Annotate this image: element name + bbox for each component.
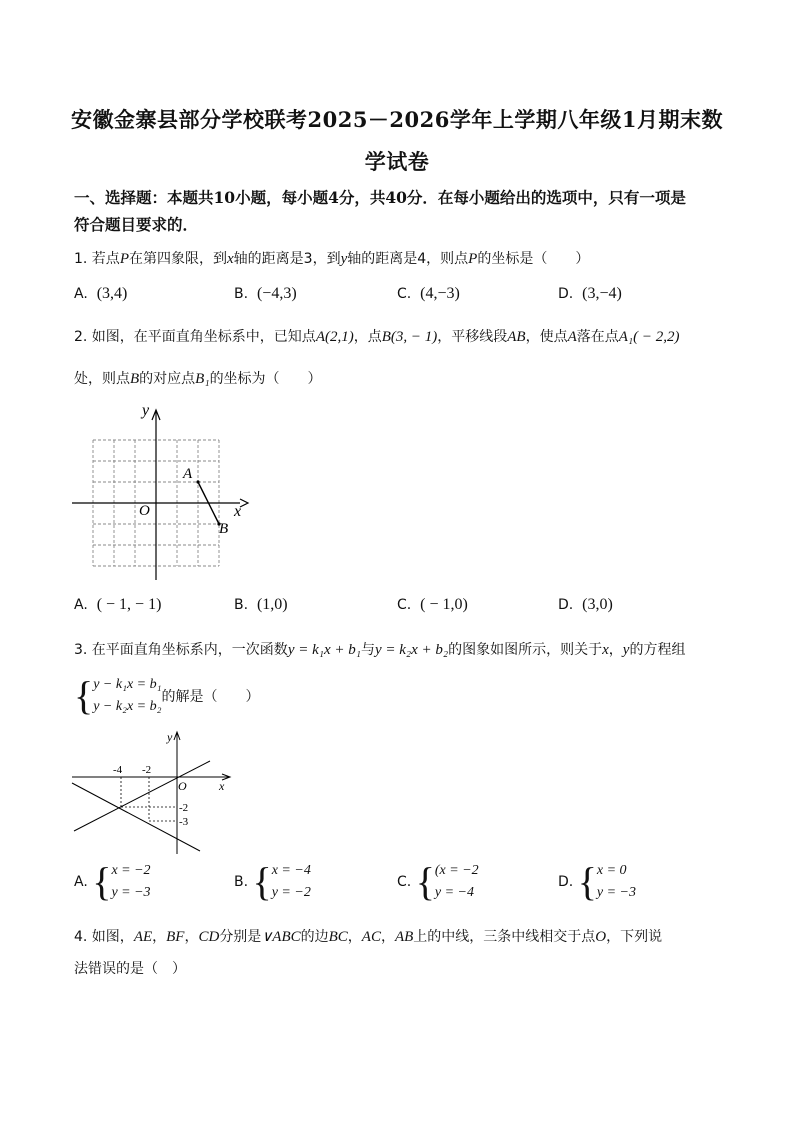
q3-brace-icon: {: [74, 673, 94, 718]
q3-option-b: B. {x = −4 y = −2: [234, 859, 311, 904]
q3-system-rows: y − k₁x = b₁ y − k₂x = b₂: [93, 677, 162, 714]
q1-text: 轴的距离是4，则点: [347, 251, 469, 267]
q3-option-a: A. {x = −2 y = −3: [74, 859, 151, 904]
section-heading-line1: 一、选择题：本题共10小题，每小题4分，共40分．在每小题给出的选项中，只有一项是: [74, 188, 686, 207]
q3-tick-y-m2: -2: [179, 802, 189, 814]
question-3-system: {y − k₁x = b₁ y − k₂x = b₂的解是（ ）: [74, 673, 260, 718]
q3-tick-y-m3: -3: [179, 816, 189, 828]
q2-origin-label: O: [139, 503, 150, 519]
q3-guide-lines: [121, 777, 177, 821]
q1-text: 轴的距离是3，到: [233, 251, 341, 267]
section-heading: [74, 184, 734, 238]
q2-y-label: y: [142, 402, 150, 419]
q1-var-p: P: [119, 251, 129, 267]
q1-text: 的坐标是（ ）: [477, 251, 590, 267]
question-3-stem-line1: 3. 在平面直角坐标系内，一次函数y = k₁x + b₁与y = k₂x + b₂的图象如图所示，则关于x，y的方程组: [74, 642, 686, 658]
q2-option-a: A. ( − 1, − 1): [74, 596, 162, 613]
question-4-stem-line1: 4. 如图，AE，BF，CD分别是∨ABC的边BC，AC，AB上的中线，三条中线相交于点O，下列说: [74, 929, 663, 945]
q1-option-d: D. (3,−4): [558, 285, 622, 302]
q3-tick-x-m4: -4: [113, 764, 123, 776]
q1-option-c: C. (4,−3): [397, 285, 460, 302]
q1-text: 1. 若点: [74, 251, 120, 267]
q2-option-d: D. (3,0): [558, 596, 613, 613]
q2-option-b: B. (1,0): [234, 596, 288, 613]
q1-text: 在第四象限，到: [128, 251, 227, 267]
q1-var-y: y: [340, 251, 348, 267]
q1-option-a: A. (3,4): [74, 285, 128, 302]
question-1-stem: [74, 248, 589, 268]
section-heading-line2: 符合题目要求的．: [74, 215, 199, 234]
q2-x-arrow-icon: [240, 499, 248, 507]
q3-option-c: C. {(x = −2 y = −4: [397, 859, 479, 904]
exam-title-line1: 安徽金寨县部分学校联考2025－2026学年上学期八年级1月期末数: [70, 107, 723, 132]
q2-option-c: C. ( − 1,0): [397, 596, 468, 613]
q3-y-label: y: [167, 730, 173, 744]
q2-x-label: x: [234, 503, 242, 520]
exam-title-line2: 学试卷: [364, 149, 430, 174]
q3-tick-x-m2: -2: [142, 764, 152, 776]
question-2-stem-line2: 处，则点B的对应点B₁的坐标为（ ）: [74, 371, 322, 387]
question-4-stem-line2: 法错误的是（ ）: [74, 961, 186, 977]
question-2-stem-line1: 2. 如图，在平面直角坐标系中，已知点A(2,1)，点B(3, − 1)，平移线段AB，使点A落在点A₁( − 2,2): [74, 329, 680, 345]
q3-origin-label: O: [178, 779, 187, 793]
q3-option-d: D. {x = 0 y = −3: [558, 859, 636, 904]
q3-figure: [64, 728, 240, 858]
q2-point-a: [196, 480, 199, 483]
q2-figure: [64, 398, 254, 584]
q2-label-b: B: [219, 521, 229, 537]
q1-var-x: x: [226, 251, 234, 267]
q1-var-p: P: [468, 251, 478, 267]
q1-option-b: B. (−4,3): [234, 285, 297, 302]
q3-x-label: x: [219, 779, 225, 793]
q2-label-a: A: [183, 466, 193, 482]
